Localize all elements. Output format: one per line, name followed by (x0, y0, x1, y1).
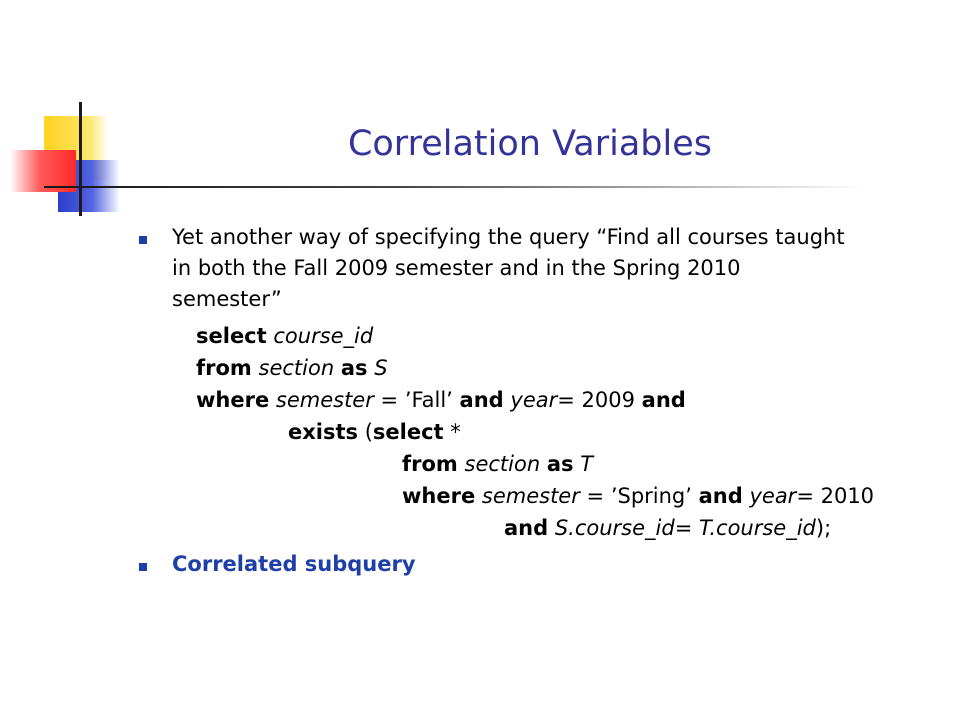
title-rule (84, 186, 864, 188)
query-line-7 (504, 516, 831, 540)
query-line-1 (196, 324, 373, 348)
query-line-3 (196, 388, 686, 412)
sql-identifier: S (374, 356, 388, 380)
sql-text: ( (364, 420, 373, 444)
vertical-rule (79, 102, 82, 216)
sql-identifier: S.course_id (554, 516, 675, 540)
query-line-5 (402, 452, 593, 476)
sql-identifier: semester (481, 484, 580, 508)
sql-keyword: as (340, 356, 368, 380)
sql-text: * (450, 420, 461, 444)
sql-identifier: T.course_id (699, 516, 816, 540)
sql-text: = 2009 (557, 388, 635, 412)
title-rule-left (44, 186, 84, 188)
query-line-2 (196, 356, 388, 380)
sql-keyword: exists (288, 420, 359, 444)
sql-text: = ’Fall’ (380, 388, 453, 412)
sql-keyword: where (196, 388, 270, 412)
sql-keyword: where (402, 484, 476, 508)
sql-identifier: semester (275, 388, 374, 412)
intro-line: semester” (172, 287, 282, 311)
sql-identifier: year (749, 484, 797, 508)
intro-line: in both the Fall 2009 semester and in the Spring 2010 (172, 256, 741, 280)
sql-keyword: and (641, 388, 686, 412)
sql-keyword: and (504, 516, 549, 540)
query-line-6 (402, 484, 874, 508)
sql-identifier: year (510, 388, 558, 412)
query-line-4 (288, 420, 461, 444)
correlated-subquery-bullet: Correlated subquery (172, 552, 416, 576)
square-bullet-icon (139, 236, 147, 244)
sql-text: = 2010 (796, 484, 875, 508)
intro-paragraph (172, 222, 932, 315)
sql-identifier: course_id (273, 324, 374, 348)
sql-identifier: T (580, 452, 594, 476)
sql-keyword: select (196, 324, 267, 348)
sql-identifier: section (258, 356, 335, 380)
sql-keyword: and (459, 388, 504, 412)
sql-text: = ’Spring’ (586, 484, 692, 508)
sql-keyword: from (402, 452, 458, 476)
sql-text: = (674, 516, 693, 540)
sql-keyword: select (372, 420, 444, 444)
sql-keyword: from (196, 356, 252, 380)
intro-line: Yet another way of specifying the query “Find all courses taught (172, 225, 845, 249)
sql-keyword: and (698, 484, 743, 508)
slide-title: Correlation Variables (347, 124, 713, 164)
sql-identifier: section (464, 452, 541, 476)
square-bullet-icon (139, 563, 147, 571)
sql-text: ); (815, 516, 832, 540)
sql-keyword: as (546, 452, 574, 476)
